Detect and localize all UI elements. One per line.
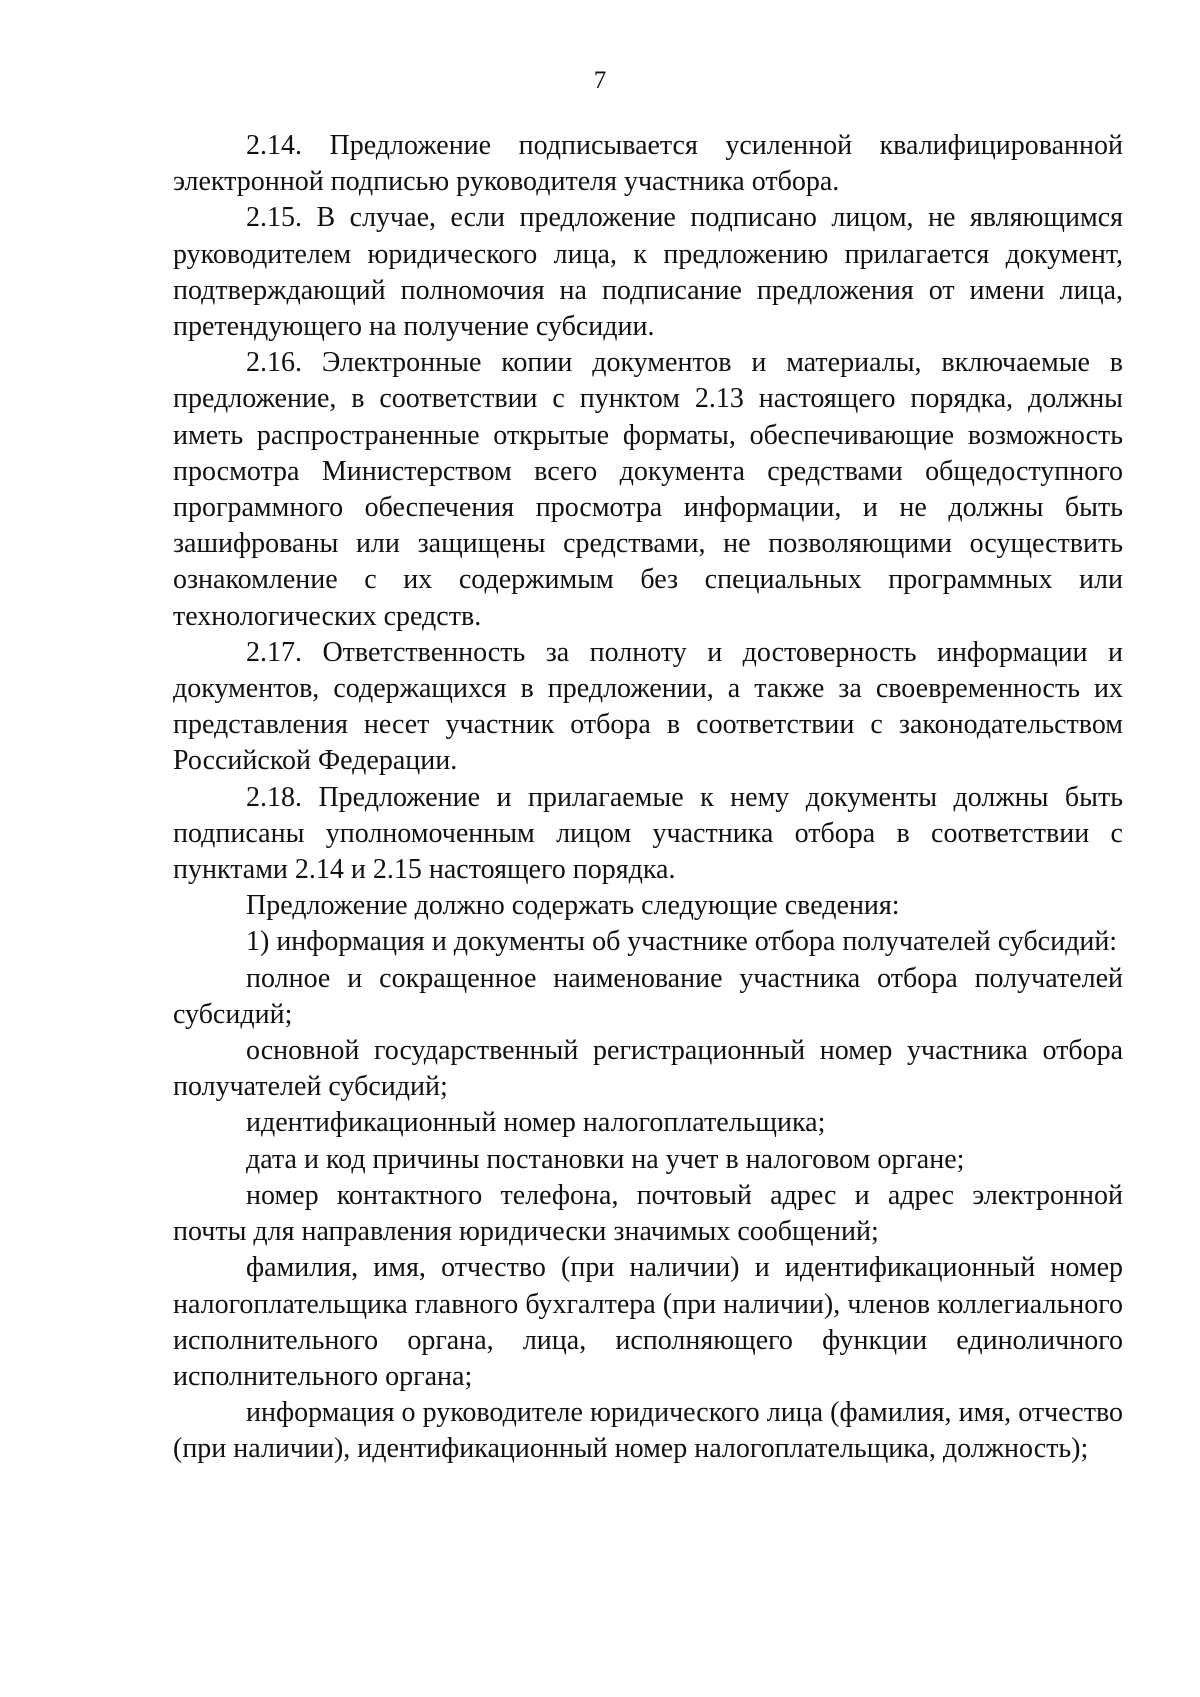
paragraph-2-18: 2.18. Предложение и прилагаемые к нему документы должны быть подписаны уполномоченным лицом участника отбора в соответствии с пунктами 2.14 и 2.15 настоящего порядка. (173, 781, 1123, 886)
paragraph-2-15: 2.15. В случае, если предложение подписано лицом, не являющимся руководителем юридического лица, к предложению прилагается документ, подтверждающий полномочия на подписание предложения от имени лица, претендующего на получение субсидии. (173, 202, 1123, 343)
list-item-full-short-name: полное и сокращенное наименование участника отбора получателей субсидий; (173, 962, 1123, 1030)
list-item-head-info: информация о руководителе юридического лица (фамилия, имя, отчество (при наличии), идентификационный номер налогоплательщика, должность); (173, 1397, 1123, 1465)
list-item-1-participant-info: 1) информация и документы об участнике отбора получателей субсидий: (246, 926, 1118, 958)
document-body (173, 128, 1123, 1468)
list-item-kpp-date: дата и код причины постановки на учет в налоговом органе; (246, 1143, 965, 1175)
paragraph-2-16: 2.16. Электронные копии документов и материалы, включаемые в предложение, в соответствии с пунктом 2.13 настоящего порядка, должны иметь распространенные открытые форматы, обеспечивающие возможность просмотра Министерством всего документа средствами общедоступного программного обеспечения просмотра информации, и не должны быть зашифрованы или защищены средствами, не позволяющими осуществить ознакомление с их содержимым без специальных программных или технологических средств. (173, 347, 1123, 632)
paragraph-2-17: 2.17. Ответственность за полноту и достоверность информации и документов, содержащихся в предложении, а также за своевременность их представления несет участник отбора в соответствии с законодательством Российской Федерации. (173, 636, 1123, 777)
list-item-contacts: номер контактного телефона, почтовый адрес и адрес электронной почты для направления юридически значимых сообщений; (173, 1179, 1123, 1248)
paragraph-2-14: 2.14. Предложение подписывается усиленной квалифицированной электронной подписью руководителя участника отбора. (173, 130, 1123, 198)
paragraph-proposal-contents-intro: Предложение должно содержать следующие сведения: (246, 890, 900, 922)
list-item-ogrn: основной государственный регистрационный номер участника отбора получателей субсидий; (173, 1035, 1123, 1103)
list-item-inn: идентификационный номер налогоплательщика; (246, 1107, 826, 1139)
page-number: 7 (593, 67, 607, 94)
list-item-chief-accountant: фамилия, имя, отчество (при наличии) и идентификационный номер налогоплательщика главного бухгалтера (при наличии), членов коллегиального исполнительного органа, лица, исполняющего функции единоличного исполнительного органа; (173, 1252, 1123, 1392)
